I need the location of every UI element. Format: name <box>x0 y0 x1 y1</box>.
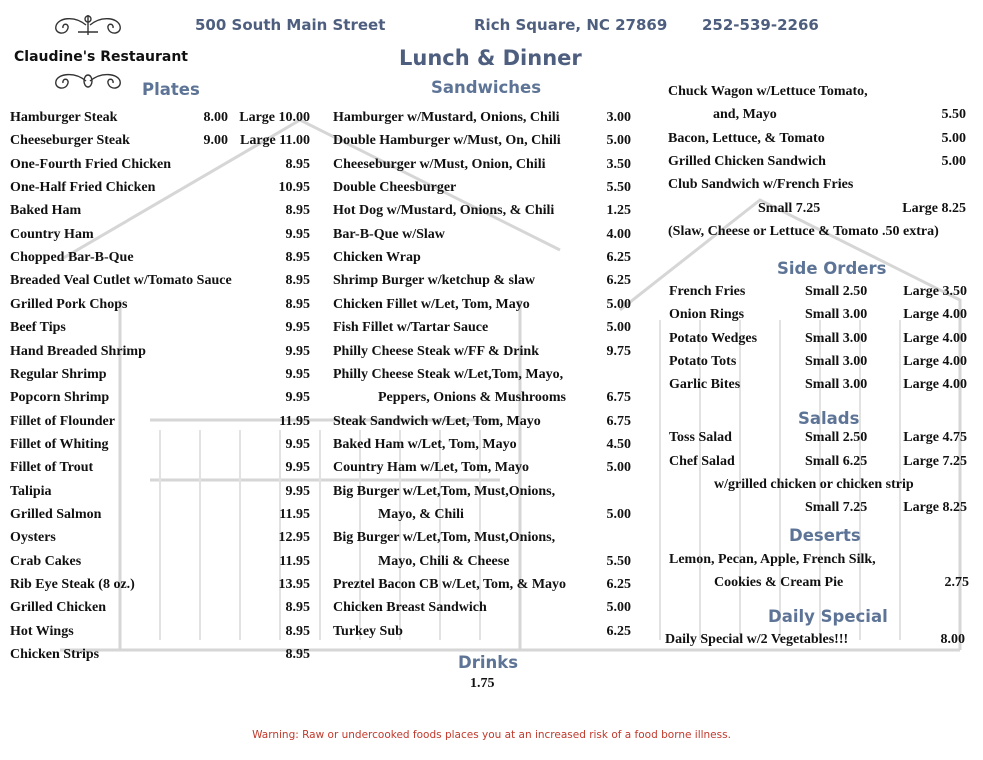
item-name: Chicken Fillet w/Let, Tom, Mayo <box>333 296 530 312</box>
daily-special-price: 8.00 <box>940 632 965 647</box>
sandwiches-heading: Sandwiches <box>431 78 542 97</box>
item-name: Turkey Sub <box>333 623 403 639</box>
item-name: Talipia <box>10 483 52 499</box>
item-name: Chopped Bar-B-Que <box>10 250 134 266</box>
item-price: 6.25 <box>606 577 631 592</box>
sandwich-item <box>333 133 631 155</box>
plate-item <box>10 297 310 319</box>
item-name: Small 7.25 <box>758 200 821 216</box>
item-small-price: Small 3.00 <box>805 330 868 346</box>
item-large-price: 8.95 <box>285 273 310 289</box>
sandwich-item <box>333 203 631 225</box>
deserts-price: 2.75 <box>944 575 969 590</box>
item-name: Big Burger w/Let,Tom, Must,Onions, <box>333 530 556 546</box>
daily-special-row: Daily Special w/2 Vegetables!!! 8.00 <box>665 632 965 647</box>
plate-item <box>10 390 310 412</box>
item-name: Big Burger w/Let,Tom, Must,Onions, <box>333 483 556 499</box>
item-name: Double Hamburger w/Must, On, Chili <box>333 133 561 149</box>
item-large-price: Large 7.25 <box>903 453 967 469</box>
item-large-price: 9.95 <box>285 436 310 452</box>
sandwich-item <box>333 507 631 529</box>
item-name: Hand Breaded Shrimp <box>10 343 146 359</box>
plate-item <box>10 554 310 576</box>
item-price: 5.00 <box>606 460 631 476</box>
sandwich-item <box>333 367 631 389</box>
sandwich-item <box>333 460 631 482</box>
item-price: 5.00 <box>941 130 966 146</box>
item-name: Philly Cheese Steak w/FF & Drink <box>333 343 539 359</box>
item-price: 5.50 <box>606 180 631 196</box>
plate-item <box>10 367 310 389</box>
sandwich-item <box>668 224 966 246</box>
item-name: Bacon, Lettuce, & Tomato <box>668 130 825 146</box>
item-name: Chuck Wagon w/Lettuce Tomato, <box>668 84 868 99</box>
sandwich-item <box>668 84 966 106</box>
item-large-price: 12.95 <box>278 530 310 546</box>
item-large-price: 9.95 <box>285 366 310 382</box>
item-name: Fillet of Trout <box>10 460 94 476</box>
sandwich-item <box>668 107 966 129</box>
item-name: Chicken Breast Sandwich <box>333 600 487 616</box>
sandwich-item <box>333 344 631 366</box>
item-name: Double Cheesburger <box>333 180 457 196</box>
item-name: One-Fourth Fried Chicken <box>10 156 171 172</box>
item-name: Baked Ham <box>10 203 82 219</box>
item-name: Fillet of Whiting <box>10 436 109 452</box>
item-name: Grilled Pork Chops <box>10 296 128 312</box>
salad-option-text: w/grilled chicken or chicken strip <box>714 477 914 492</box>
item-large-price: 9.95 <box>285 320 310 336</box>
item-large-price: 8.95 <box>285 600 310 616</box>
sandwich-item <box>333 157 631 179</box>
plate-item <box>10 250 310 272</box>
item-name: French Fries <box>669 284 746 299</box>
salad-item <box>669 454 967 476</box>
item-price: 6.25 <box>606 250 631 266</box>
item-large-price: 8.95 <box>285 250 310 266</box>
plate-item <box>10 484 310 506</box>
item-large-price: 11.95 <box>279 553 310 569</box>
sandwich-item <box>333 227 631 249</box>
item-large-price: 10.95 <box>278 180 310 196</box>
item-name: Baked Ham w/Let, Tom, Mayo <box>333 436 517 452</box>
side-order-item <box>669 377 967 399</box>
sandwich-item <box>333 390 631 412</box>
ornament-top-icon <box>48 10 128 40</box>
item-small-price: Small 3.00 <box>805 377 868 393</box>
sandwich-item <box>333 484 631 506</box>
item-price: 5.00 <box>606 600 631 616</box>
item-price: 9.75 <box>606 343 631 359</box>
plates-heading: Plates <box>142 80 200 99</box>
item-price: 6.75 <box>606 413 631 429</box>
item-name: Hot Wings <box>10 623 74 639</box>
side-order-item <box>669 307 967 329</box>
plate-item <box>10 110 310 132</box>
phone-number[interactable]: 252-539-2266 <box>702 16 819 34</box>
item-large-price: 9.95 <box>285 226 310 242</box>
side-orders-heading: Side Orders <box>777 259 887 278</box>
plate-item <box>10 344 310 366</box>
item-price: 5.00 <box>606 320 631 336</box>
item-large-price: 8.95 <box>285 623 310 639</box>
plate-item <box>10 507 310 529</box>
item-small-price: Small 3.00 <box>805 307 868 323</box>
address: 500 South Main Street <box>195 16 386 34</box>
item-name: Potato Wedges <box>669 330 758 346</box>
plate-item <box>10 437 310 459</box>
sandwich-item <box>333 110 631 132</box>
item-small-price: Small 2.50 <box>805 284 868 299</box>
salads-heading: Salads <box>798 409 860 428</box>
item-price: 9.00 <box>203 133 228 149</box>
plate-item <box>10 624 310 646</box>
sandwich-item <box>333 414 631 436</box>
item-price: 8.00 <box>203 110 228 125</box>
plate-item <box>10 577 310 599</box>
plate-item <box>10 647 310 669</box>
item-name: Bar-B-Que w/Slaw <box>333 226 445 242</box>
item-large-price: 9.95 <box>285 390 310 406</box>
item-price: 5.00 <box>606 133 631 149</box>
item-name: Chicken Wrap <box>333 250 421 266</box>
item-name: Mayo, & Chili <box>378 506 464 522</box>
item-name: Hamburger w/Mustard, Onions, Chili <box>333 110 560 125</box>
item-price: 3.00 <box>606 110 631 125</box>
plate-item <box>10 227 310 249</box>
item-large-price: 9.95 <box>285 343 310 359</box>
item-large-price: 9.95 <box>285 483 310 499</box>
item-price: 1.25 <box>606 203 631 219</box>
item-price: 4.50 <box>606 436 631 452</box>
sandwich-item <box>668 177 966 199</box>
sandwich-item <box>333 530 631 552</box>
side-order-item <box>669 331 967 353</box>
item-price: 5.50 <box>606 553 631 569</box>
sandwich-item <box>668 154 966 176</box>
item-large-price: 8.95 <box>285 296 310 312</box>
drinks-price: 1.75 <box>470 676 495 691</box>
item-name: Preztel Bacon CB w/Let, Tom, & Mayo <box>333 577 567 592</box>
salad-option-prices <box>669 500 967 522</box>
plate-item <box>10 414 310 436</box>
sandwich-item <box>333 600 631 622</box>
item-name: Cheeseburger w/Must, Onion, Chili <box>333 156 546 172</box>
sandwich-item <box>333 554 631 576</box>
page-title: Lunch & Dinner <box>399 46 582 70</box>
item-name: Chef Salad <box>669 453 735 469</box>
item-small-price: Small 6.25 <box>805 453 868 469</box>
item-large-price: 8.95 <box>285 156 310 172</box>
item-large-price: Large 11.00 <box>240 133 310 149</box>
item-price: 6.75 <box>606 390 631 406</box>
item-name: and, Mayo <box>713 107 777 123</box>
item-large-price: 8.95 <box>285 647 310 663</box>
item-large-price: 11.95 <box>279 413 310 429</box>
food-warning: Warning: Raw or undercooked foods places you at an increased risk of a food borne illness. <box>252 729 731 741</box>
item-name: One-Half Fried Chicken <box>10 180 156 196</box>
item-large-price: Large 4.00 <box>903 377 967 393</box>
item-name: Peppers, Onions & Mushrooms <box>378 390 566 406</box>
item-name: Club Sandwich w/French Fries <box>668 177 854 193</box>
item-name: Garlic Bites <box>669 377 741 393</box>
item-price: 6.25 <box>606 273 631 289</box>
daily-special-heading: Daily Special <box>768 607 888 626</box>
plate-item <box>10 180 310 202</box>
city-state: Rich Square, NC 27869 <box>474 16 668 34</box>
item-name: Hamburger Steak <box>10 110 118 125</box>
item-large-price: 9.95 <box>285 460 310 476</box>
item-name: Rib Eye Steak (8 oz.) <box>10 577 135 592</box>
item-price: Large 8.25 <box>902 200 966 216</box>
ornament-bottom-icon <box>48 68 128 94</box>
sandwich-item <box>668 201 966 223</box>
item-large-price: Large 4.00 <box>903 353 967 369</box>
item-name: Regular Shrimp <box>10 366 107 382</box>
item-small-price: Small 3.00 <box>805 353 868 369</box>
item-name: Country Ham <box>10 226 94 242</box>
item-name: Grilled Chicken Sandwich <box>668 153 826 169</box>
item-large-price: Large 10.00 <box>239 110 310 125</box>
item-price: 5.00 <box>606 506 631 522</box>
item-name: Fillet of Flounder <box>10 413 115 429</box>
sandwich-item <box>333 273 631 295</box>
plate-item <box>10 133 310 155</box>
item-name: Toss Salad <box>669 430 732 445</box>
item-name: Steak Sandwich w/Let, Tom, Mayo <box>333 413 541 429</box>
item-name: Grilled Salmon <box>10 506 102 522</box>
item-price: 5.50 <box>941 107 966 123</box>
plate-item <box>10 320 310 342</box>
sandwich-item <box>333 624 631 646</box>
item-name: Popcorn Shrimp <box>10 390 110 406</box>
item-large-price: 11.95 <box>279 506 310 522</box>
plate-item <box>10 530 310 552</box>
salad-option <box>669 477 967 499</box>
sandwich-item <box>333 577 631 599</box>
item-name: Onion Rings <box>669 307 745 323</box>
deserts-line2: Cookies & Cream Pie 2.75 <box>714 575 969 590</box>
item-name: Cheeseburger Steak <box>10 133 130 149</box>
side-order-item <box>669 284 967 306</box>
item-large-price: 8.95 <box>285 203 310 219</box>
item-large-price: Large 4.00 <box>903 330 967 346</box>
item-name: Breaded Veal Cutlet w/Tomato Sauce <box>10 273 232 289</box>
item-price: 6.25 <box>606 623 631 639</box>
item-name: Shrimp Burger w/ketchup & slaw <box>333 273 535 289</box>
item-name: Grilled Chicken <box>10 600 107 616</box>
item-name: Potato Tots <box>669 353 737 369</box>
item-name: Chicken Strips <box>10 647 100 663</box>
item-price: 5.00 <box>941 153 966 169</box>
item-small-price: Small 7.25 <box>805 500 868 515</box>
item-price: 4.00 <box>606 226 631 242</box>
plate-item <box>10 600 310 622</box>
item-name: Hot Dog w/Mustard, Onions, & Chili <box>333 203 555 219</box>
item-name: Country Ham w/Let, Tom, Mayo <box>333 460 529 476</box>
restaurant-name: Claudine's Restaurant <box>14 49 188 65</box>
side-order-item <box>669 354 967 376</box>
item-price: 3.50 <box>606 156 631 172</box>
item-large-price: 13.95 <box>278 577 310 592</box>
sandwich-item <box>333 180 631 202</box>
item-name: Crab Cakes <box>10 553 82 569</box>
sandwich-item <box>333 297 631 319</box>
plate-item <box>10 157 310 179</box>
item-name: (Slaw, Cheese or Lettuce & Tomato .50 extra) <box>668 223 939 239</box>
sandwich-item <box>668 131 966 153</box>
plate-item <box>10 273 310 295</box>
sandwich-item <box>333 320 631 342</box>
item-large-price: Large 3.50 <box>903 284 967 299</box>
deserts-heading: Deserts <box>789 526 861 545</box>
item-price: 5.00 <box>606 296 631 312</box>
deserts-line1: Lemon, Pecan, Apple, French Silk, <box>669 552 876 567</box>
item-name: Beef Tips <box>10 320 66 336</box>
item-large-price: Large 8.25 <box>903 500 967 515</box>
sandwich-item <box>333 250 631 272</box>
item-name: Oysters <box>10 530 56 546</box>
item-large-price: Large 4.00 <box>903 307 967 323</box>
item-small-price: Small 2.50 <box>805 430 868 445</box>
item-name: Philly Cheese Steak w/Let,Tom, Mayo, <box>333 366 564 382</box>
salad-item <box>669 430 967 452</box>
plate-item <box>10 460 310 482</box>
item-large-price: Large 4.75 <box>903 430 967 445</box>
sandwich-item <box>333 437 631 459</box>
item-name: Fish Fillet w/Tartar Sauce <box>333 320 489 336</box>
plate-item <box>10 203 310 225</box>
drinks-heading: Drinks <box>458 653 519 672</box>
item-name: Mayo, Chili & Cheese <box>378 553 510 569</box>
